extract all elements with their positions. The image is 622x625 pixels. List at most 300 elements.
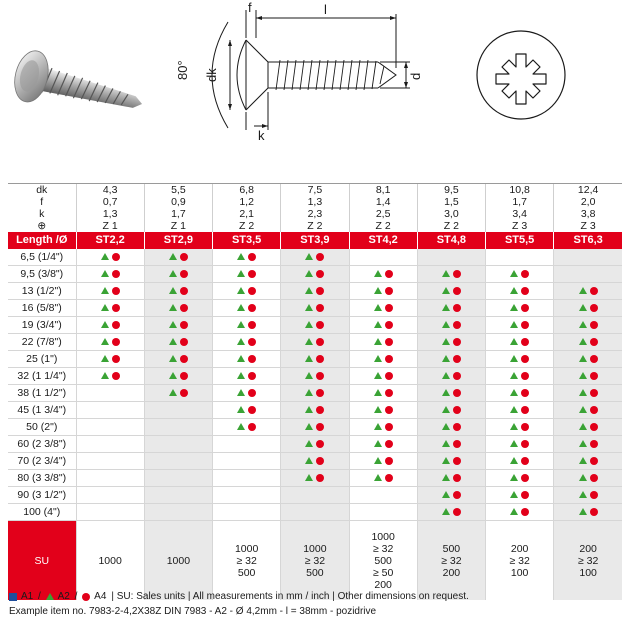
availability-cell (486, 385, 554, 402)
a2-triangle-icon (237, 287, 245, 294)
availability-cell (349, 453, 417, 470)
availability-marker (442, 270, 461, 278)
a2-triangle-icon (169, 321, 177, 328)
availability-cell (486, 470, 554, 487)
availability-cell (554, 436, 622, 453)
a4-dot-icon (316, 406, 324, 414)
a4-dot-icon (453, 389, 461, 397)
a2-triangle-icon (305, 389, 313, 396)
length-row (8, 419, 622, 436)
a2-triangle-icon (374, 440, 382, 447)
length-label: 70 (2 3/4") (8, 453, 76, 470)
a4-dot-icon (316, 270, 324, 278)
availability-cell (213, 470, 281, 487)
a2-triangle-icon (442, 474, 450, 481)
availability-cell (281, 453, 349, 470)
size-header: ST2,2 (76, 232, 144, 249)
a2-triangle-icon (374, 474, 382, 481)
availability-marker (101, 253, 120, 261)
a2-triangle-icon (305, 304, 313, 311)
spec-row (8, 220, 622, 232)
availability-cell (554, 453, 622, 470)
availability-cell (554, 317, 622, 334)
spec-value: 2,3 (281, 208, 349, 220)
availability-cell (144, 300, 212, 317)
a4-dot-icon (316, 457, 324, 465)
availability-cell (417, 385, 485, 402)
a2-triangle-icon (579, 338, 587, 345)
availability-marker (510, 440, 529, 448)
length-row (8, 249, 622, 266)
length-row (8, 300, 622, 317)
a4-dot-icon (453, 270, 461, 278)
availability-marker (305, 372, 324, 380)
a2-triangle-icon (237, 406, 245, 413)
a4-dot-icon (453, 474, 461, 482)
a4-dot-icon (590, 304, 598, 312)
su-line: 1000 (303, 542, 327, 555)
availability-cell (349, 419, 417, 436)
availability-marker (510, 321, 529, 329)
a2-triangle-icon (510, 372, 518, 379)
availability-marker (442, 457, 461, 465)
availability-cell (554, 351, 622, 368)
availability-cell (76, 300, 144, 317)
spec-row (8, 184, 622, 197)
availability-marker (237, 423, 256, 431)
length-label: 22 (7/8") (8, 334, 76, 351)
availability-marker (374, 389, 393, 397)
availability-cell (349, 283, 417, 300)
a4-dot-icon (521, 270, 529, 278)
a2-triangle-icon (510, 406, 518, 413)
availability-cell (349, 470, 417, 487)
availability-marker (101, 270, 120, 278)
a4-dot-icon (385, 389, 393, 397)
availability-cell (417, 453, 485, 470)
availability-cell (486, 334, 554, 351)
availability-cell (281, 317, 349, 334)
a2-triangle-icon (579, 491, 587, 498)
a4-dot-icon (521, 491, 529, 499)
a2-triangle-icon (305, 440, 313, 447)
size-header: ST6,3 (554, 232, 622, 249)
technical-drawing (168, 0, 428, 150)
su-line: 500 (306, 566, 324, 579)
availability-cell (349, 504, 417, 521)
availability-marker (579, 508, 598, 516)
availability-cell (486, 283, 554, 300)
spec-value: 1,7 (486, 196, 554, 208)
a2-triangle-icon (442, 389, 450, 396)
a2-triangle-icon (237, 304, 245, 311)
length-label: 100 (4") (8, 504, 76, 521)
a2-triangle-icon (510, 287, 518, 294)
a2-triangle-icon (579, 423, 587, 430)
availability-marker (169, 253, 188, 261)
availability-cell (281, 487, 349, 504)
availability-cell (144, 351, 212, 368)
a4-dot-icon (453, 508, 461, 516)
a4-dot-icon (385, 474, 393, 482)
availability-marker (579, 304, 598, 312)
a4-dot-icon (521, 440, 529, 448)
availability-cell (417, 487, 485, 504)
a4-dot-icon (316, 423, 324, 431)
spec-value: 2,5 (349, 208, 417, 220)
availability-marker (579, 372, 598, 380)
a2-triangle-icon (374, 287, 382, 294)
availability-marker (305, 406, 324, 414)
a2-triangle-icon (374, 406, 382, 413)
a4-dot-icon (385, 440, 393, 448)
su-line: ≥ 32 (236, 554, 257, 567)
length-row (8, 402, 622, 419)
availability-cell (486, 368, 554, 385)
su-value (349, 521, 417, 601)
a4-dot-icon (521, 372, 529, 380)
legend-notes: | SU: Sales units | All measurements in mm / inch | Other dimensions on request. (111, 591, 469, 602)
length-label: 25 (1") (8, 351, 76, 368)
a2-triangle-icon (510, 457, 518, 464)
dim-d-label: d (408, 72, 423, 80)
spec-value: 3,8 (554, 208, 622, 220)
su-label: SU (8, 521, 76, 601)
availability-marker (579, 423, 598, 431)
spec-label: ⊕ (37, 219, 47, 232)
spec-value: 10,8 (486, 184, 554, 197)
availability-marker (579, 474, 598, 482)
legend-sep-2: / (71, 591, 81, 602)
a4-dot-icon (453, 321, 461, 329)
a4-dot-icon (590, 491, 598, 499)
su-line: 1000 (371, 530, 395, 543)
availability-cell (281, 300, 349, 317)
spec-value: 0,7 (76, 196, 144, 208)
su-line: ≥ 32 (304, 554, 326, 567)
availability-cell (76, 470, 144, 487)
availability-cell (554, 487, 622, 504)
availability-marker (579, 321, 598, 329)
spec-value: 3,4 (486, 208, 554, 220)
a4-dot-icon (453, 304, 461, 312)
a1-square-icon (9, 593, 17, 601)
a2-triangle-icon (169, 355, 177, 362)
availability-cell (213, 266, 281, 283)
availability-cell (76, 249, 144, 266)
length-header: Length /Ø (8, 232, 76, 249)
availability-cell (554, 266, 622, 283)
availability-cell (486, 317, 554, 334)
su-line: 100 (579, 566, 597, 579)
a2-triangle-icon (442, 508, 450, 515)
availability-marker (169, 270, 188, 278)
availability-cell (144, 487, 212, 504)
availability-cell (554, 470, 622, 487)
a4-dot-icon (82, 593, 90, 601)
a2-triangle-icon (101, 304, 109, 311)
a2-triangle-icon (579, 287, 587, 294)
spec-value: 0,9 (144, 196, 212, 208)
a2-triangle-icon (169, 253, 177, 260)
a4-dot-icon (590, 457, 598, 465)
length-row (8, 487, 622, 504)
a4-dot-icon (385, 406, 393, 414)
a4-dot-icon (590, 372, 598, 380)
a4-dot-icon (316, 372, 324, 380)
availability-marker (169, 287, 188, 295)
availability-cell (349, 334, 417, 351)
a2-triangle-icon (169, 304, 177, 311)
availability-marker (101, 321, 120, 329)
availability-marker (374, 372, 393, 380)
availability-marker (510, 491, 529, 499)
availability-marker (169, 389, 188, 397)
availability-marker (374, 440, 393, 448)
a4-dot-icon (112, 355, 120, 363)
availability-cell (76, 504, 144, 521)
a4-dot-icon (112, 304, 120, 312)
availability-cell (213, 249, 281, 266)
spec-value: Z 2 (349, 220, 417, 232)
a4-dot-icon (453, 440, 461, 448)
a4-dot-icon (385, 270, 393, 278)
spec-value: Z 1 (144, 220, 212, 232)
spec-value: Z 2 (417, 220, 485, 232)
a4-dot-icon (316, 474, 324, 482)
length-row (8, 470, 622, 487)
a4-dot-icon (385, 355, 393, 363)
su-line: 1000 (98, 554, 122, 567)
a2-triangle-icon (169, 287, 177, 294)
availability-cell (76, 453, 144, 470)
availability-cell (554, 368, 622, 385)
availability-cell (349, 487, 417, 504)
a4-dot-icon (248, 270, 256, 278)
availability-marker (442, 355, 461, 363)
availability-cell (486, 402, 554, 419)
length-row (8, 317, 622, 334)
a2-triangle-icon (237, 253, 245, 260)
availability-marker (510, 389, 529, 397)
availability-cell (281, 402, 349, 419)
a4-dot-icon (521, 287, 529, 295)
a2-triangle-icon (442, 338, 450, 345)
a4-dot-icon (248, 372, 256, 380)
availability-marker (442, 287, 461, 295)
availability-cell (554, 283, 622, 300)
su-line: ≥ 50 (372, 566, 394, 579)
size-header: ST4,2 (349, 232, 417, 249)
a2-triangle-icon (510, 321, 518, 328)
availability-marker (579, 440, 598, 448)
availability-cell (349, 368, 417, 385)
a4-dot-icon (316, 440, 324, 448)
a2-triangle-icon (510, 423, 518, 430)
su-line: 500 (237, 566, 256, 579)
a4-dot-icon (590, 474, 598, 482)
spec-value: 4,3 (76, 184, 144, 197)
a2-triangle-icon (101, 372, 109, 379)
a2-triangle-icon (442, 321, 450, 328)
a2-triangle-icon (510, 508, 518, 515)
availability-marker (237, 304, 256, 312)
availability-cell (349, 266, 417, 283)
a2-triangle-icon (579, 474, 587, 481)
availability-marker (169, 355, 188, 363)
a4-dot-icon (385, 338, 393, 346)
availability-cell (486, 249, 554, 266)
a2-triangle-icon (510, 440, 518, 447)
a2-triangle-icon (374, 389, 382, 396)
availability-marker (237, 287, 256, 295)
availability-cell (213, 436, 281, 453)
availability-cell (76, 283, 144, 300)
availability-marker (442, 321, 461, 329)
a2-triangle-icon (510, 491, 518, 498)
availability-marker (374, 355, 393, 363)
a2-triangle-icon (442, 287, 450, 294)
availability-marker (442, 474, 461, 482)
availability-cell (281, 419, 349, 436)
spec-value: 6,8 (213, 184, 281, 197)
length-row (8, 436, 622, 453)
a4-dot-icon (248, 253, 256, 261)
availability-cell (417, 419, 485, 436)
dimension-table (8, 183, 622, 600)
a2-triangle-icon (579, 321, 587, 328)
su-value (554, 521, 622, 601)
a4-dot-icon (590, 287, 598, 295)
a2-triangle-icon (305, 423, 313, 430)
sales-units-row (8, 521, 622, 601)
availability-marker (510, 406, 529, 414)
availability-marker (374, 423, 393, 431)
a4-dot-icon (112, 338, 120, 346)
a4-dot-icon (453, 355, 461, 363)
a4-dot-icon (521, 304, 529, 312)
a2-triangle-icon (237, 372, 245, 379)
a4-dot-icon (521, 338, 529, 346)
a4-dot-icon (521, 457, 529, 465)
availability-marker (305, 338, 324, 346)
availability-cell (76, 351, 144, 368)
a4-dot-icon (112, 372, 120, 380)
a2-triangle-icon (374, 304, 382, 311)
length-label: 16 (5/8") (8, 300, 76, 317)
a4-dot-icon (316, 338, 324, 346)
a4-dot-icon (590, 440, 598, 448)
su-line: ≥ 32 (441, 554, 462, 567)
availability-cell (486, 436, 554, 453)
availability-cell (417, 402, 485, 419)
a2-triangle-icon (305, 287, 313, 294)
availability-marker (237, 389, 256, 397)
length-row (8, 351, 622, 368)
length-row (8, 385, 622, 402)
availability-cell (417, 436, 485, 453)
availability-cell (144, 266, 212, 283)
a4-dot-icon (316, 304, 324, 312)
a4-dot-icon (248, 304, 256, 312)
a4-dot-icon (453, 491, 461, 499)
length-row (8, 283, 622, 300)
length-label: 90 (3 1/2") (8, 487, 76, 504)
availability-cell (213, 385, 281, 402)
su-line: 200 (374, 578, 392, 591)
length-label: 32 (1 1/4") (8, 368, 76, 385)
availability-marker (442, 440, 461, 448)
availability-cell (486, 419, 554, 436)
a4-dot-icon (521, 321, 529, 329)
availability-cell (486, 504, 554, 521)
length-label: 38 (1 1/2") (8, 385, 76, 402)
availability-marker (237, 321, 256, 329)
spec-value: 1,3 (76, 208, 144, 220)
su-value (76, 521, 144, 601)
su-line: 500 (374, 554, 392, 567)
figures-area (0, 0, 622, 180)
a4-dot-icon (385, 457, 393, 465)
spec-row (8, 196, 622, 208)
legend (9, 591, 469, 602)
a2-triangle-icon (305, 372, 313, 379)
availability-cell (554, 249, 622, 266)
su-line: 1000 (234, 542, 259, 555)
spec-value: 7,5 (281, 184, 349, 197)
availability-cell (417, 249, 485, 266)
a4-dot-icon (385, 304, 393, 312)
a2-triangle-icon (237, 338, 245, 345)
availability-cell (417, 504, 485, 521)
a2-triangle-icon (442, 491, 450, 498)
availability-cell (554, 419, 622, 436)
availability-cell (144, 419, 212, 436)
availability-marker (305, 423, 324, 431)
a2-triangle-icon (237, 423, 245, 430)
spec-value: 1,5 (417, 196, 485, 208)
su-line: 100 (510, 566, 529, 579)
a2-triangle-icon (305, 474, 313, 481)
length-label: 45 (1 3/4") (8, 402, 76, 419)
a2-triangle-icon (237, 270, 245, 277)
availability-cell (281, 470, 349, 487)
availability-cell (281, 368, 349, 385)
spec-value: 8,1 (349, 184, 417, 197)
availability-marker (305, 457, 324, 465)
availability-marker (442, 423, 461, 431)
a4-dot-icon (180, 321, 188, 329)
availability-cell (213, 317, 281, 334)
a2-triangle-icon (579, 372, 587, 379)
availability-cell (349, 300, 417, 317)
availability-cell (281, 266, 349, 283)
availability-cell (213, 368, 281, 385)
availability-cell (417, 470, 485, 487)
length-label: 9,5 (3/8") (8, 266, 76, 283)
spec-label: dk (8, 184, 76, 197)
a4-dot-icon (180, 389, 188, 397)
availability-marker (579, 355, 598, 363)
a2-triangle-icon (169, 270, 177, 277)
a4-dot-icon (521, 423, 529, 431)
a2-triangle-icon (374, 270, 382, 277)
a4-dot-icon (521, 355, 529, 363)
a4-dot-icon (521, 508, 529, 516)
availability-cell (76, 368, 144, 385)
a4-dot-icon (385, 287, 393, 295)
a4-dot-icon (112, 270, 120, 278)
